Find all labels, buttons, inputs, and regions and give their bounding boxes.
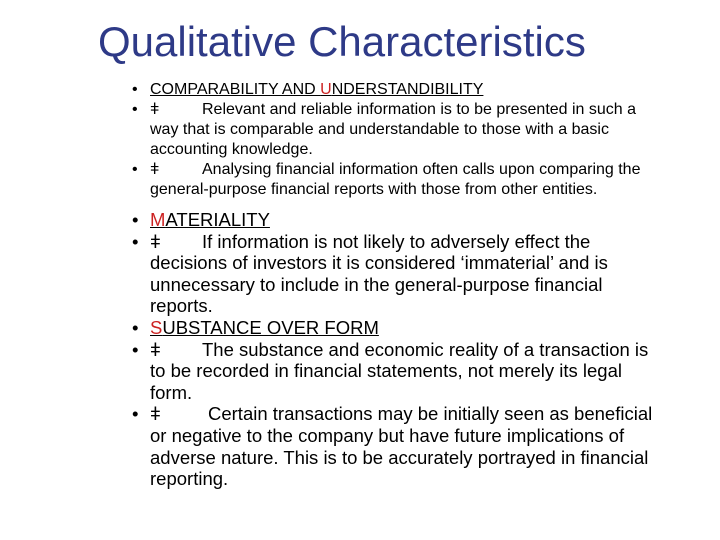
point-comparability-2	[128, 160, 668, 200]
point-text: The substance and economic reality of a transaction is to be recorded in financial statements, not merely its legal form.	[150, 338, 649, 403]
marker-icon: ǂ	[150, 338, 161, 360]
point-substance-2	[128, 403, 668, 489]
point-substance-1	[128, 339, 668, 404]
marker-icon: ǂ	[150, 161, 160, 178]
bullet-list	[128, 80, 668, 490]
marker-icon: ǂ	[150, 101, 160, 118]
heading-comparability	[128, 80, 668, 100]
heading-initial: U	[320, 81, 332, 98]
heading-text	[150, 317, 379, 338]
marker-icon: ǂ	[150, 403, 161, 425]
bullet-icon: •	[132, 230, 139, 252]
heading-text	[150, 81, 483, 98]
heading-initial: M	[150, 209, 166, 230]
bullet-icon: •	[132, 161, 138, 178]
point-text: Certain transactions may be initially seen as beneficial or negative to the company but have future implications of adverse nature. This is to be accurately portrayed in financial reporting.	[150, 403, 653, 490]
heading-substance	[128, 317, 668, 339]
heading-text	[150, 209, 270, 230]
heading-materiality	[128, 209, 668, 231]
heading-rest: UBSTANCE OVER FORM	[162, 316, 379, 338]
point-text: Relevant and reliable information is to be presented in such a way that is comparable and understandable to those with a basic accounting knowledge.	[150, 101, 637, 158]
bullet-icon: •	[132, 81, 138, 98]
heading-rest: NDERSTANDIBILITY	[331, 81, 484, 98]
marker-icon: ǂ	[150, 230, 161, 252]
point-materiality-1	[128, 231, 668, 317]
bullet-icon: •	[132, 403, 139, 425]
bullet-icon: •	[132, 338, 139, 360]
slide-title: Qualitative Characteristics	[98, 18, 586, 65]
heading-rest: ATERIALITY	[165, 209, 270, 230]
point-text: If information is not likely to adversely effect the decisions of investors it is considered ‘immaterial’ and is unnecessary to include in the general-purpose financial reports.	[150, 230, 608, 317]
heading-prefix: COMPARABILITY AND	[150, 81, 321, 98]
point-text: Analysing financial information often calls upon comparing the general-purpose financial reports with those from other entities.	[150, 161, 641, 198]
point-comparability-1	[128, 100, 668, 160]
bullet-icon: •	[132, 209, 139, 230]
bullet-icon: •	[132, 316, 139, 338]
heading-initial: S	[150, 316, 163, 338]
bullet-icon: •	[132, 101, 138, 118]
